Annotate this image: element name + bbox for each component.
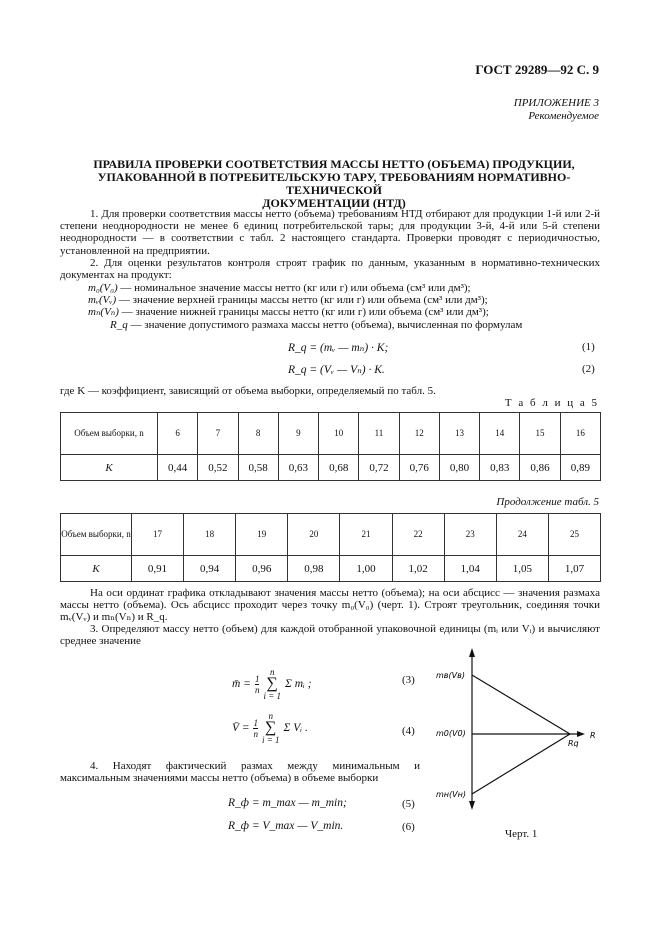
formula-3-number: (3) xyxy=(402,674,415,686)
table-row xyxy=(61,413,601,455)
label-lower-limit: mн(Vн) xyxy=(436,790,466,799)
sample-size-cell: 7 xyxy=(198,413,238,455)
k-value-cell: 1,05 xyxy=(496,556,548,582)
appendix-title: ПРИЛОЖЕНИЕ 3 xyxy=(513,97,599,109)
formula-3 xyxy=(232,667,312,701)
fraction: $\frac{1}{n}$ xyxy=(253,717,258,739)
k-value-cell: 1,02 xyxy=(392,556,444,582)
formula-4 xyxy=(232,711,308,745)
k-value-cell: 0,94 xyxy=(184,556,236,582)
k-value-cell: 0,58 xyxy=(238,455,278,481)
table-head-cell: Объем выборки, n xyxy=(61,413,158,455)
x-axis-arrow xyxy=(577,731,585,737)
formula-4-rhs: Σ Vᵢ . xyxy=(283,722,308,734)
k-value-cell: 0,44 xyxy=(158,455,198,481)
figure-caption: Черт. 1 xyxy=(505,828,538,840)
k-value-cell: 0,91 xyxy=(132,556,184,582)
sample-size-cell: 13 xyxy=(439,413,479,455)
sample-size-cell: 21 xyxy=(340,514,392,556)
k-value-cell: 0,89 xyxy=(560,455,600,481)
sample-size-cell: 20 xyxy=(288,514,340,556)
k-value-cell: 0,63 xyxy=(278,455,318,481)
formula-1-number: (1) xyxy=(582,341,595,353)
paragraph-4: 4. Находят фактический размах между минимальным и максимальным значениями массы нетто (объема) в объеме выборки xyxy=(60,760,420,785)
k-value-cell: 0,72 xyxy=(359,455,399,481)
label-upper-limit: mв(Vв) xyxy=(436,671,465,680)
sample-size-cell: 25 xyxy=(548,514,600,556)
paragraph-3: 3. Определяют массу нетто (объем) для каждой отобранной упаковочной единицы (mᵢ или Vᵢ) и вычисляют среднее значение xyxy=(60,623,600,648)
paragraph-2: 2. Для оценки результатов контроля строят график по данным, указанным в нормативно-технических документах на продукт: xyxy=(60,257,600,282)
table-row xyxy=(61,455,601,481)
sum-limits: n ∑ i = 1 xyxy=(263,667,282,701)
formula-4-lhs: V̄ = xyxy=(232,722,250,734)
table-5 xyxy=(60,412,601,481)
sample-size-cell: 22 xyxy=(392,514,444,556)
sample-size-cell: 17 xyxy=(132,514,184,556)
k-value-cell: 0,76 xyxy=(399,455,439,481)
formula-6-number: (6) xyxy=(402,821,415,833)
formula-2: R_q = (Vᵥ — Vₙ) · K. xyxy=(288,364,385,376)
paragraph-axis: На оси ординат графика откладывают значения массы нетто (объема); на оси абсцисс — значения размаха массы нетто (объема). Ось абсцисс проходит через точку m₀(V₀) (черт. 1). Строят треугольник, соединяя точки mᵥ(Vᵥ) и mₙ(Vₙ) и R_q. xyxy=(60,587,600,624)
definition-symbol: mᵥ(Vᵥ) xyxy=(88,294,117,307)
table-row xyxy=(61,514,601,556)
formula-5: R_ф = m_max — m_min; xyxy=(228,797,347,809)
k-value-cell: 1,07 xyxy=(548,556,600,582)
sample-size-cell: 24 xyxy=(496,514,548,556)
fraction: $\frac{1}{n}$ xyxy=(254,673,260,695)
title-line-1: ПРАВИЛА ПРОВЕРКИ СООТВЕТСТВИЯ МАССЫ НЕТТО (ОБЪЕМА) ПРОДУКЦИИ, xyxy=(93,157,575,171)
label-rq: Rq xyxy=(568,739,579,748)
formula-2-number: (2) xyxy=(582,363,595,375)
formula-3-rhs: Σ mᵢ ; xyxy=(285,678,312,690)
definition-symbol: m₀(V₀) xyxy=(88,282,118,294)
k-value-cell: 0,80 xyxy=(439,455,479,481)
definition-item: mᵥ(Vᵥ) — значение верхней границы массы нетто (кг или г) или объема (см³ или дм³); xyxy=(88,294,488,307)
section-title xyxy=(60,158,608,210)
formula-5-number: (5) xyxy=(402,798,415,810)
table-k-label: K xyxy=(61,455,158,481)
k-value-cell: 1,00 xyxy=(340,556,392,582)
formula-4-number: (4) xyxy=(402,725,415,737)
appendix-note: Рекомендуемое xyxy=(528,110,599,122)
title-line-3: ДОКУМЕНТАЦИИ (НТД) xyxy=(262,196,406,210)
paragraph-1: 1. Для проверки соответствия массы нетто (объема) требованиям НТД отбирают для продукции 1-й или 2-й степени неоднородности не менее 6 единиц потребительской тары; для продукции 3-й, 4-й или 5-й степени неоднородности — в соответствии с табл. 2 настоящего стандарта. Проверки проводят с периодичностью, установленной на предприятии. xyxy=(60,208,600,257)
definition-symbol: R_q xyxy=(110,318,128,331)
definition-item: R_q — значение допустимого размаха массы нетто (объема), вычисленная по формулам xyxy=(110,318,523,331)
sample-size-cell: 19 xyxy=(236,514,288,556)
k-value-cell: 1,04 xyxy=(444,556,496,582)
sample-size-cell: 6 xyxy=(158,413,198,455)
page-header: ГОСТ 29289—92 С. 9 xyxy=(475,62,599,77)
k-value-cell: 0,98 xyxy=(288,556,340,582)
sample-size-cell: 10 xyxy=(319,413,359,455)
sample-size-cell: 15 xyxy=(520,413,560,455)
sample-size-cell: 12 xyxy=(399,413,439,455)
table-head-cell: Объем выборки, n xyxy=(61,514,132,556)
sample-size-cell: 16 xyxy=(560,413,600,455)
y-axis-arrow-up xyxy=(469,648,475,657)
triangle-upper-side xyxy=(472,675,570,734)
sample-size-cell: 8 xyxy=(238,413,278,455)
table-5-continued xyxy=(60,513,601,582)
title-line-2: УПАКОВАННОЙ В ПОТРЕБИТЕЛЬСКУЮ ТАРУ, ТРЕБОВАНИЯМ НОРМАТИВНО-ТЕХНИЧЕСКОЙ xyxy=(97,170,571,197)
k-value-cell: 0,68 xyxy=(319,455,359,481)
sample-size-cell: 14 xyxy=(480,413,520,455)
triangle-lower-side xyxy=(472,734,570,794)
table-row xyxy=(61,556,601,582)
k-value-cell: 0,83 xyxy=(480,455,520,481)
sample-size-cell: 9 xyxy=(278,413,318,455)
formula-6: R_ф = V_max — V_min. xyxy=(228,820,344,832)
k-value-cell: 0,96 xyxy=(236,556,288,582)
sample-size-cell: 18 xyxy=(184,514,236,556)
control-chart xyxy=(430,640,610,810)
label-r-axis: R xyxy=(590,731,596,740)
table-5-continued-caption: Продолжение табл. 5 xyxy=(496,496,599,508)
definition-item: m₀(V₀) — номинальное значение массы нетто (кг или г) или объема (см³ или дм³); xyxy=(88,282,471,294)
appendix-label xyxy=(514,97,599,123)
sample-size-cell: 11 xyxy=(359,413,399,455)
k-value-cell: 0,86 xyxy=(520,455,560,481)
y-axis-arrow-down xyxy=(469,801,475,810)
sample-size-cell: 23 xyxy=(444,514,496,556)
coefficient-note: где K — коэффициент, зависящий от объема выборки, определяемый по табл. 5. xyxy=(60,385,436,397)
label-nominal: m0(V0) xyxy=(436,729,466,738)
formula-3-lhs: m̄ = xyxy=(232,678,251,690)
k-value-cell: 0,52 xyxy=(198,455,238,481)
formula-1: R_q = (mᵥ — mₙ) · K; xyxy=(288,342,389,354)
table-k-label: K xyxy=(61,556,132,582)
sum-limits: n ∑ i = 1 xyxy=(261,711,280,745)
definitions-list xyxy=(88,282,608,331)
table-5-caption: Т а б л и ц а 5 xyxy=(504,397,599,409)
definition-symbol: mₙ(Vₙ) xyxy=(88,306,119,319)
definition-item: mₙ(Vₙ) — значение нижней границы массы нетто (кг или г) или объема (см³ или дм³); xyxy=(88,306,489,319)
